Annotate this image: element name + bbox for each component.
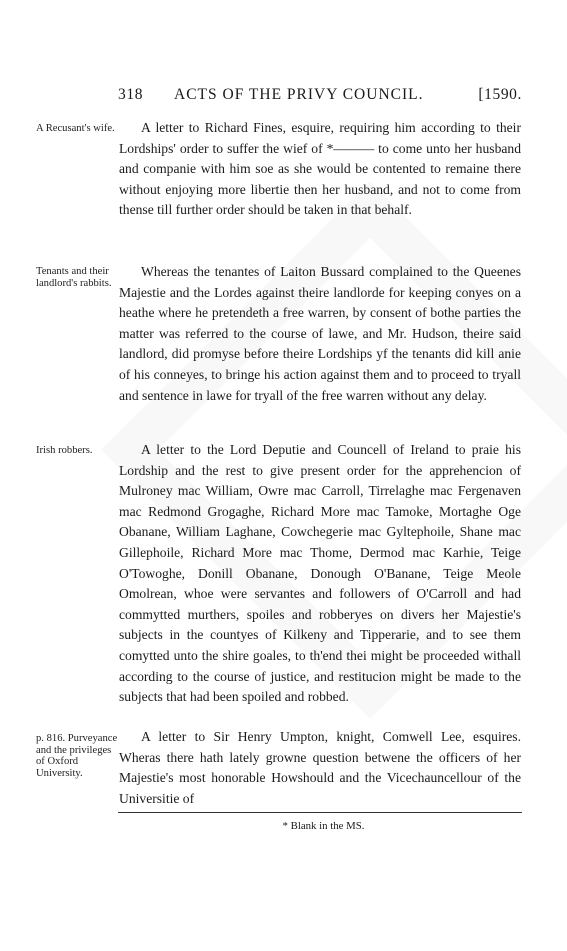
page-title: ACTS OF THE PRIVY COUNCIL. [174, 86, 424, 103]
entry-paragraph: A letter to Richard Fines, esquire, requiring him according to their Lordships' order to suffer the wief of *——— to come unto her husband and companie with him soe as she would be contented to remaine there without enjoying more libertie then her husband, and not to come from thense till further order should be taken in that behalf. [119, 120, 521, 218]
page-number: 318 [118, 86, 144, 103]
margin-note: A Recusant's wife. [36, 123, 115, 134]
header-year: [1590. [478, 86, 522, 103]
running-head [118, 86, 522, 108]
footnote: * Blank in the MS. [282, 820, 365, 832]
footnote-rule [118, 812, 522, 813]
entry-paragraph: Whereas the tenantes of Laiton Bussard complained to the Queenes Majestie and the Lordes against theire landlorde for keeping conyes on a heathe where he pretendeth a free warren, by consent of bothe parties the matter was referred to the course of lawe, and Mr. Hudson, theire said landlord, did promyse before theire Lordships yf the tenants did kill anie of his conneyes, to bringe his action against them and to proceed to tryall and sentence in lawe for tryall of the free warren without any delay. [119, 264, 521, 403]
margin-note: p. 816. Purveyance and the privileges of Oxford University. [36, 733, 118, 779]
entry-paragraph: A letter to the Lord Deputie and Councell of Ireland to praie his Lordship and the rest to give present order for the apprehencion of Mulroney mac William, Owre mac Carroll, Tirrelaghe mac Fergenaven mac Redmond Grogaghe, Richard More mac Tamoke, Mortaghe Oge Obanane, William Laghane, Cowchegerie mac Gyltephoile, Shane mac Gillephoile, Richard More mac Thome, Dermod mac Karhie, Teige O'Towoghe, Donill Obanane, Donough O'Banane, Teige Meole Omolrean, whoe were servantes and followers of O'Carroll and had commytted murthers, spoiles and robberyes on divers her Majestie's subjects in the countyes of Kilkeny and Tipperarie, and to see them comytted unto the shire goales, to th'end thei might be proceeded withall according to the course of justice, and restitucion might be made to the subjects that had been spoiled and robbed. [119, 442, 521, 705]
margin-note: Irish robbers. [36, 445, 93, 456]
entry-paragraph: A letter to Sir Henry Umpton, knight, Comwell Lee, esquires. Wheras there hath lately growne question betwene the officers of her Majestie's most honorable Howshould and the Vicechauncellour of the Universitie of [119, 729, 521, 806]
margin-note: Tenants and their landlord's rabbits. [36, 266, 112, 289]
